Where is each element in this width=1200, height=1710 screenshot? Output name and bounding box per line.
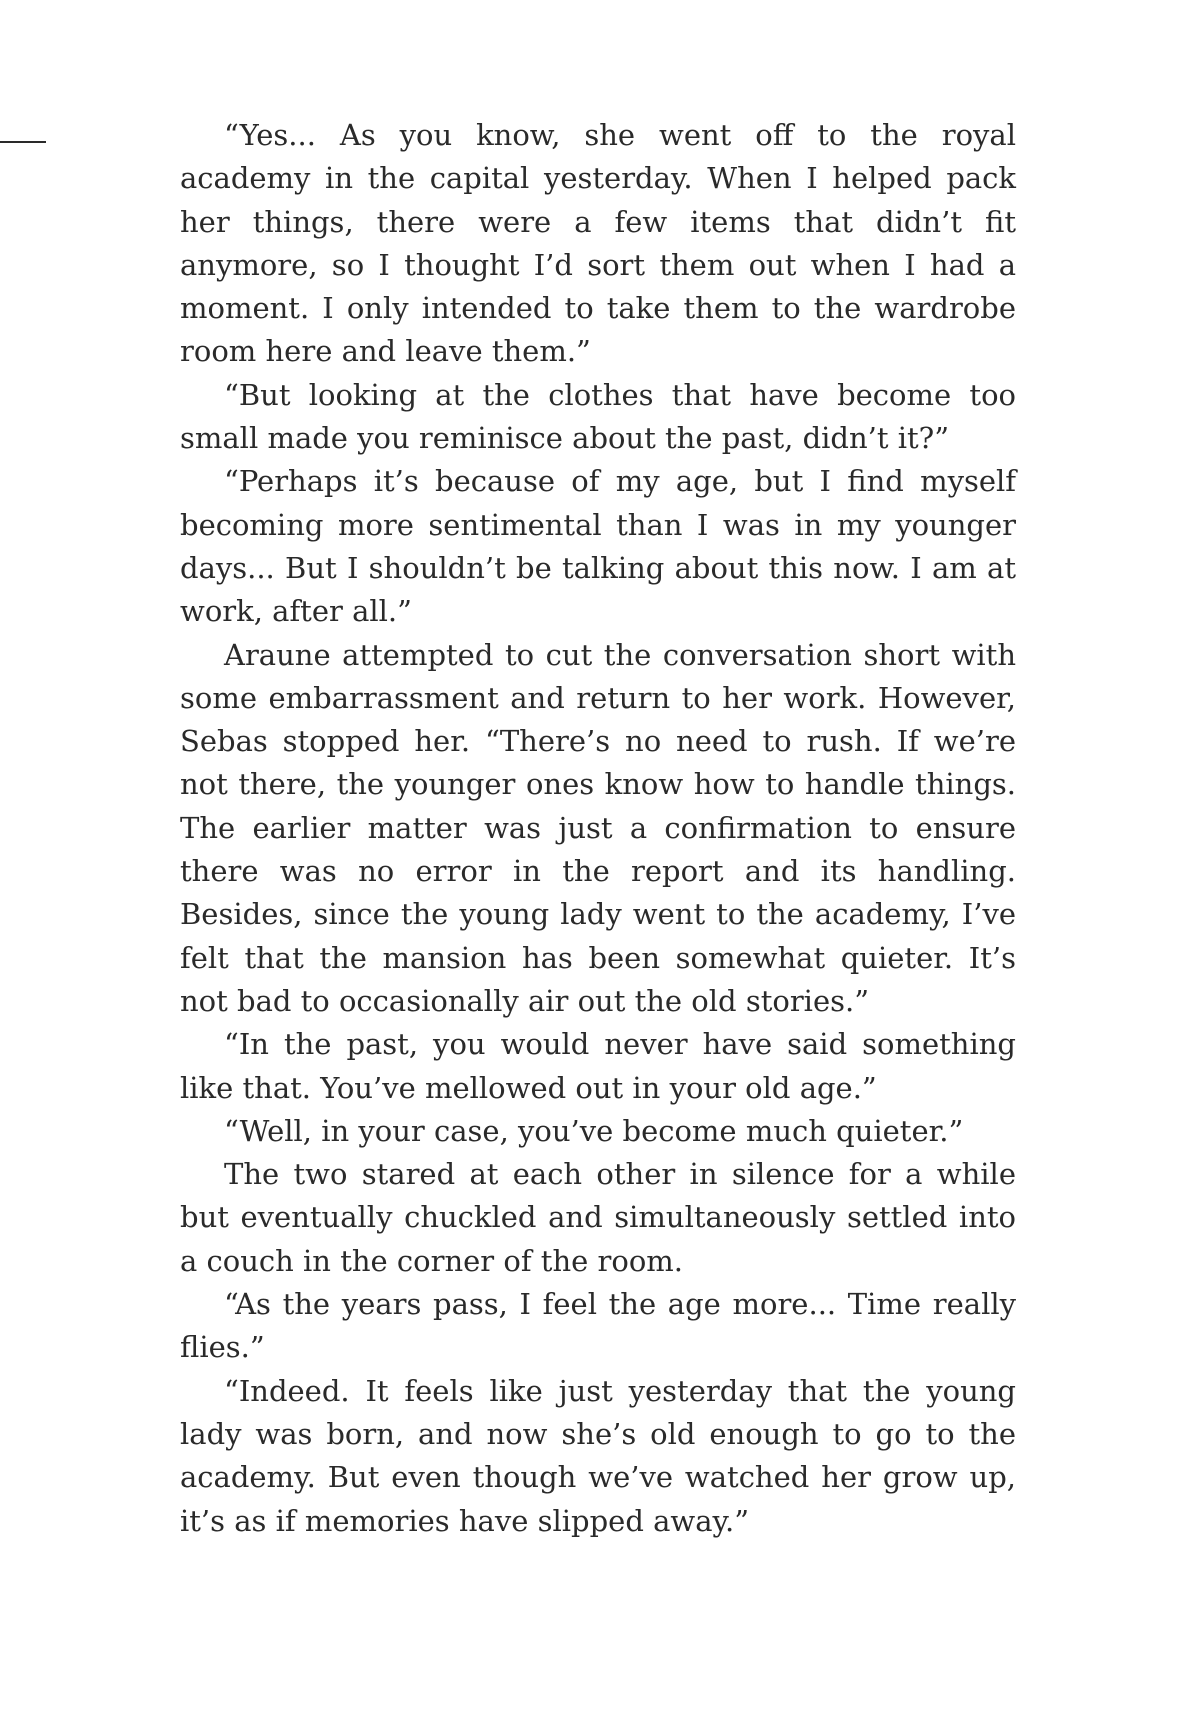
paragraph: “In the past, you would never have said something like that. You’ve mellowed out in your old age.” <box>180 1027 1016 1105</box>
paragraph: “As the years pass, I feel the age more... Time really flies.” <box>180 1287 1016 1365</box>
margin-mark <box>0 141 46 143</box>
paragraph: “Yes... As you know, she went off to the royal academy in the capital yesterday. When I helped pack her things, there were a few items that didn’t fit anymore, so I thought I’d sort them out when I had a moment. I only intended to take them to the wardrobe room here and leave them.” <box>180 118 1016 369</box>
paragraph: “Indeed. It feels like just yesterday that the young lady was born, and now she’s old enough to go to the academy. But even though we’ve watched her grow up, it’s as if memories have slipped away.” <box>180 1373 1016 1538</box>
paragraph: “But looking at the clothes that have become too small made you reminisce about the past, didn’t it?” <box>180 377 1016 456</box>
paragraph: Araune attempted to cut the conversation short with some embarrassment and return to her work. However, Sebas stopped her. “There’s no need to rush. If we’re not there, the younger ones know how to handle things. The earlier matter was just a confirmation to ensure there was no error in the report and its handling. Besides, since the young lady went to the academy, I’ve felt that the mansion has been somewhat quieter. It’s not bad to occasionally air out the old stories.” <box>180 637 1016 1018</box>
paragraph: “Well, in your case, you’ve become much quieter.” <box>224 1113 964 1148</box>
page-body <box>180 114 1016 1543</box>
paragraph: “Perhaps it’s because of my age, but I find myself becoming more sentimental than I was in my younger days... But I shouldn’t be talking about this now. I am at work, after all.” <box>180 464 1016 629</box>
paragraph: The two stared at each other in silence for a while but eventually chuckled and simultaneously settled into a couch in the corner of the room. <box>180 1157 1016 1278</box>
